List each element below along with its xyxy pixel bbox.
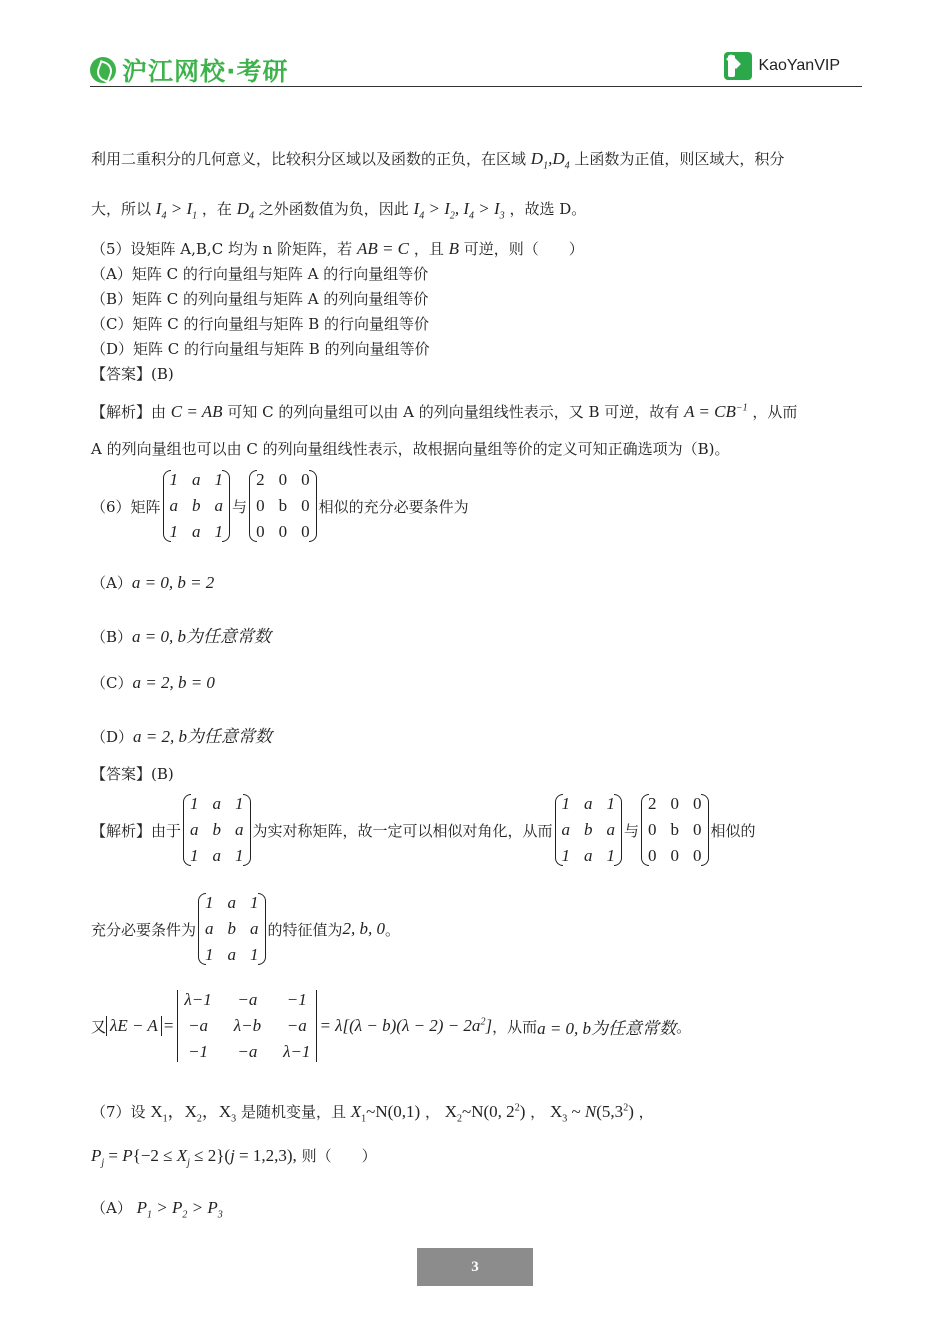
k-logo-icon: [724, 52, 752, 80]
q5-option-c: （C）矩阵 C 的行向量组与矩阵 B 的行向量组等价: [91, 315, 430, 333]
q6-option-c: [91, 672, 215, 693]
leaf-icon: [90, 57, 116, 83]
text: （5）设矩阵 A,B,C 均为 n 阶矩阵，若: [91, 240, 353, 258]
text: 与: [232, 497, 248, 516]
math-d1-d4: $D_1,D_4$: [530, 149, 570, 172]
option-label: （B）: [91, 628, 133, 646]
q7-stem-line-2: [91, 1145, 377, 1168]
math-x1-x2-x3: $X_1$，$X_2$，$X_3$: [150, 1102, 237, 1125]
math-b: B: [448, 239, 459, 258]
text: 上函数为正值，则区域大，积分: [574, 150, 785, 168]
math-d4: $D_4$: [236, 199, 254, 222]
matrix-1aa: 1 a 1 a b a 1 a 1: [555, 794, 623, 866]
paragraph-line-2: [91, 198, 586, 221]
math-x1-dist: $X_1\sim N(0,1)$: [350, 1102, 421, 1125]
matrix-1aa: 1 a 1 a b a 1 a 1: [198, 893, 266, 965]
option-math: a = 0, b为任意常数: [132, 627, 272, 646]
text: 大，所以: [91, 200, 152, 218]
math-det-lambda-e-minus-a: λE − A: [106, 1016, 162, 1036]
text: 充分必要条件为: [91, 920, 197, 939]
text: 。: [676, 1017, 692, 1036]
math-x3-dist: $X_3$ ~ $N(5,3^2)$: [549, 1102, 634, 1125]
text: （6）矩阵: [91, 497, 161, 516]
math-pj-definition: $P_j = P\{-2 \le X_j \le 2\}(j = 1,2,3)$,: [91, 1146, 297, 1169]
page-header: [90, 48, 862, 87]
math-i4-gt-i1: $I_4 > I_1$: [155, 199, 198, 222]
option-math: a = 2, b = 0: [132, 673, 215, 692]
q5-analysis-line-2: A 的列向量组也可以由 C 的列向量组线性表示，故根据向量组等价的定义可知正确选项为（B)。: [91, 440, 730, 458]
q7-option-a: [91, 1197, 223, 1220]
text: 的特征值为: [267, 920, 343, 939]
text: 可逆，则（ ）: [463, 240, 584, 258]
math-conclusion: a = 0, b为任意常数: [537, 1018, 677, 1038]
brand-right-text: KaoYanVIP: [758, 57, 840, 74]
q5-stem: [91, 238, 584, 259]
matrix-diag-2b0: 2 0 0 0 b 0 0 0 0: [249, 470, 317, 542]
matrix-diag-2b0: 2 0 0 0 b 0 0 0 0: [641, 794, 709, 866]
option-label: （D）: [91, 728, 134, 746]
option-math: a = 0, b = 2: [131, 573, 215, 592]
matrix-1aa: 1 a 1 a b a 1 a 1: [163, 470, 231, 542]
q5-answer: 【答案】(B): [91, 365, 174, 383]
determinant-matrix: λ−1 −a −1 −a λ−b −a −1 −a λ−1: [177, 990, 317, 1062]
brand-left-text: 沪江网校·考研: [122, 57, 289, 86]
math-a-eq-cb-inv: $A = CB^{-1}$: [684, 402, 748, 421]
text: 相似的充分必要条件为: [318, 497, 469, 516]
text: ，: [424, 1103, 440, 1121]
text: ，: [638, 1103, 654, 1121]
q7-stem-line-1: [91, 1097, 654, 1124]
text: ，在: [201, 200, 232, 218]
text: （7）设: [91, 1103, 146, 1121]
q6-option-a: [91, 572, 214, 593]
text: ，从而: [752, 403, 798, 421]
q6-analysis-line-2: [91, 893, 400, 965]
math-p1-gt-p2-gt-p3: $P_1 > P_2 > P_3$: [136, 1198, 223, 1221]
q6-analysis-line-1: [91, 794, 756, 866]
text: 【解析】由: [91, 403, 167, 421]
text: ，且: [413, 240, 444, 258]
text: 是随机变量，且: [240, 1103, 346, 1121]
text: ，从而: [492, 1017, 538, 1036]
text: 。: [385, 920, 401, 939]
math-x2-dist: $X_2\sim N(0$, $2^2$): [444, 1102, 526, 1125]
option-math: a = 2, b为任意常数: [133, 727, 273, 746]
q5-option-a: （A）矩阵 C 的行向量组与矩阵 A 的行向量组等价: [91, 265, 429, 283]
q5-analysis-line-1: [91, 401, 797, 422]
q6-determinant-line: 又 λE − A = λ−1 −a −1 −a λ−b −a −1 −a λ−1 = $\lambda[(\lambda - b)(\lambda - 2) - 2a^2]$ ，从而 a = 0, b为任意常数 。: [91, 990, 692, 1061]
option-label: （A）: [91, 1199, 132, 1217]
q6-option-d: [91, 722, 272, 747]
kaoyanvip-logo: [724, 52, 840, 80]
text: 利用二重积分的几何意义，比较积分区域以及函数的正负，在区域: [91, 150, 527, 168]
option-label: （C）: [91, 674, 133, 692]
text: 相似的: [710, 821, 756, 840]
q5-option-d: （D）矩阵 C 的行向量组与矩阵 B 的列向量组等价: [91, 340, 430, 358]
text: 则（ ）: [301, 1147, 377, 1165]
text: 可知 C 的列向量组可以由 A 的列向量组线性表示，又 B 可逆，故有: [227, 403, 680, 421]
page-number: 3: [417, 1248, 533, 1286]
matrix-1aa: 1 a 1 a b a 1 a 1: [183, 794, 251, 866]
q6-option-b: [91, 622, 271, 647]
math-ab-eq-c: AB = C: [356, 239, 410, 258]
math-det-expansion: = $\lambda[(\lambda - b)(\lambda - 2) - 2a^2]$: [319, 1016, 493, 1035]
q6-answer: 【答案】(B): [91, 765, 174, 783]
text: 为实对称矩阵，故一定可以相似对角化，从而: [252, 821, 553, 840]
math-i4-inequalities: $I_4 > I_2$, $I_4 > I_3$: [413, 199, 505, 222]
text: 【解析】由于: [91, 821, 182, 840]
hujiang-logo: [90, 52, 289, 88]
text: 之外函数值为负，因此: [258, 200, 409, 218]
q6-stem: [91, 470, 469, 542]
paragraph-line-1: [91, 148, 784, 171]
option-label: （A）: [91, 574, 132, 592]
math-eigenvalues: 2, b, 0: [342, 919, 386, 938]
text: 与: [624, 821, 640, 840]
text: 又: [91, 1017, 107, 1036]
text: ，故选 D。: [509, 200, 587, 218]
text: ，: [530, 1103, 546, 1121]
q5-option-b: （B）矩阵 C 的列向量组与矩阵 A 的列向量组等价: [91, 290, 429, 308]
math-c-eq-ab: C = AB: [170, 402, 223, 421]
